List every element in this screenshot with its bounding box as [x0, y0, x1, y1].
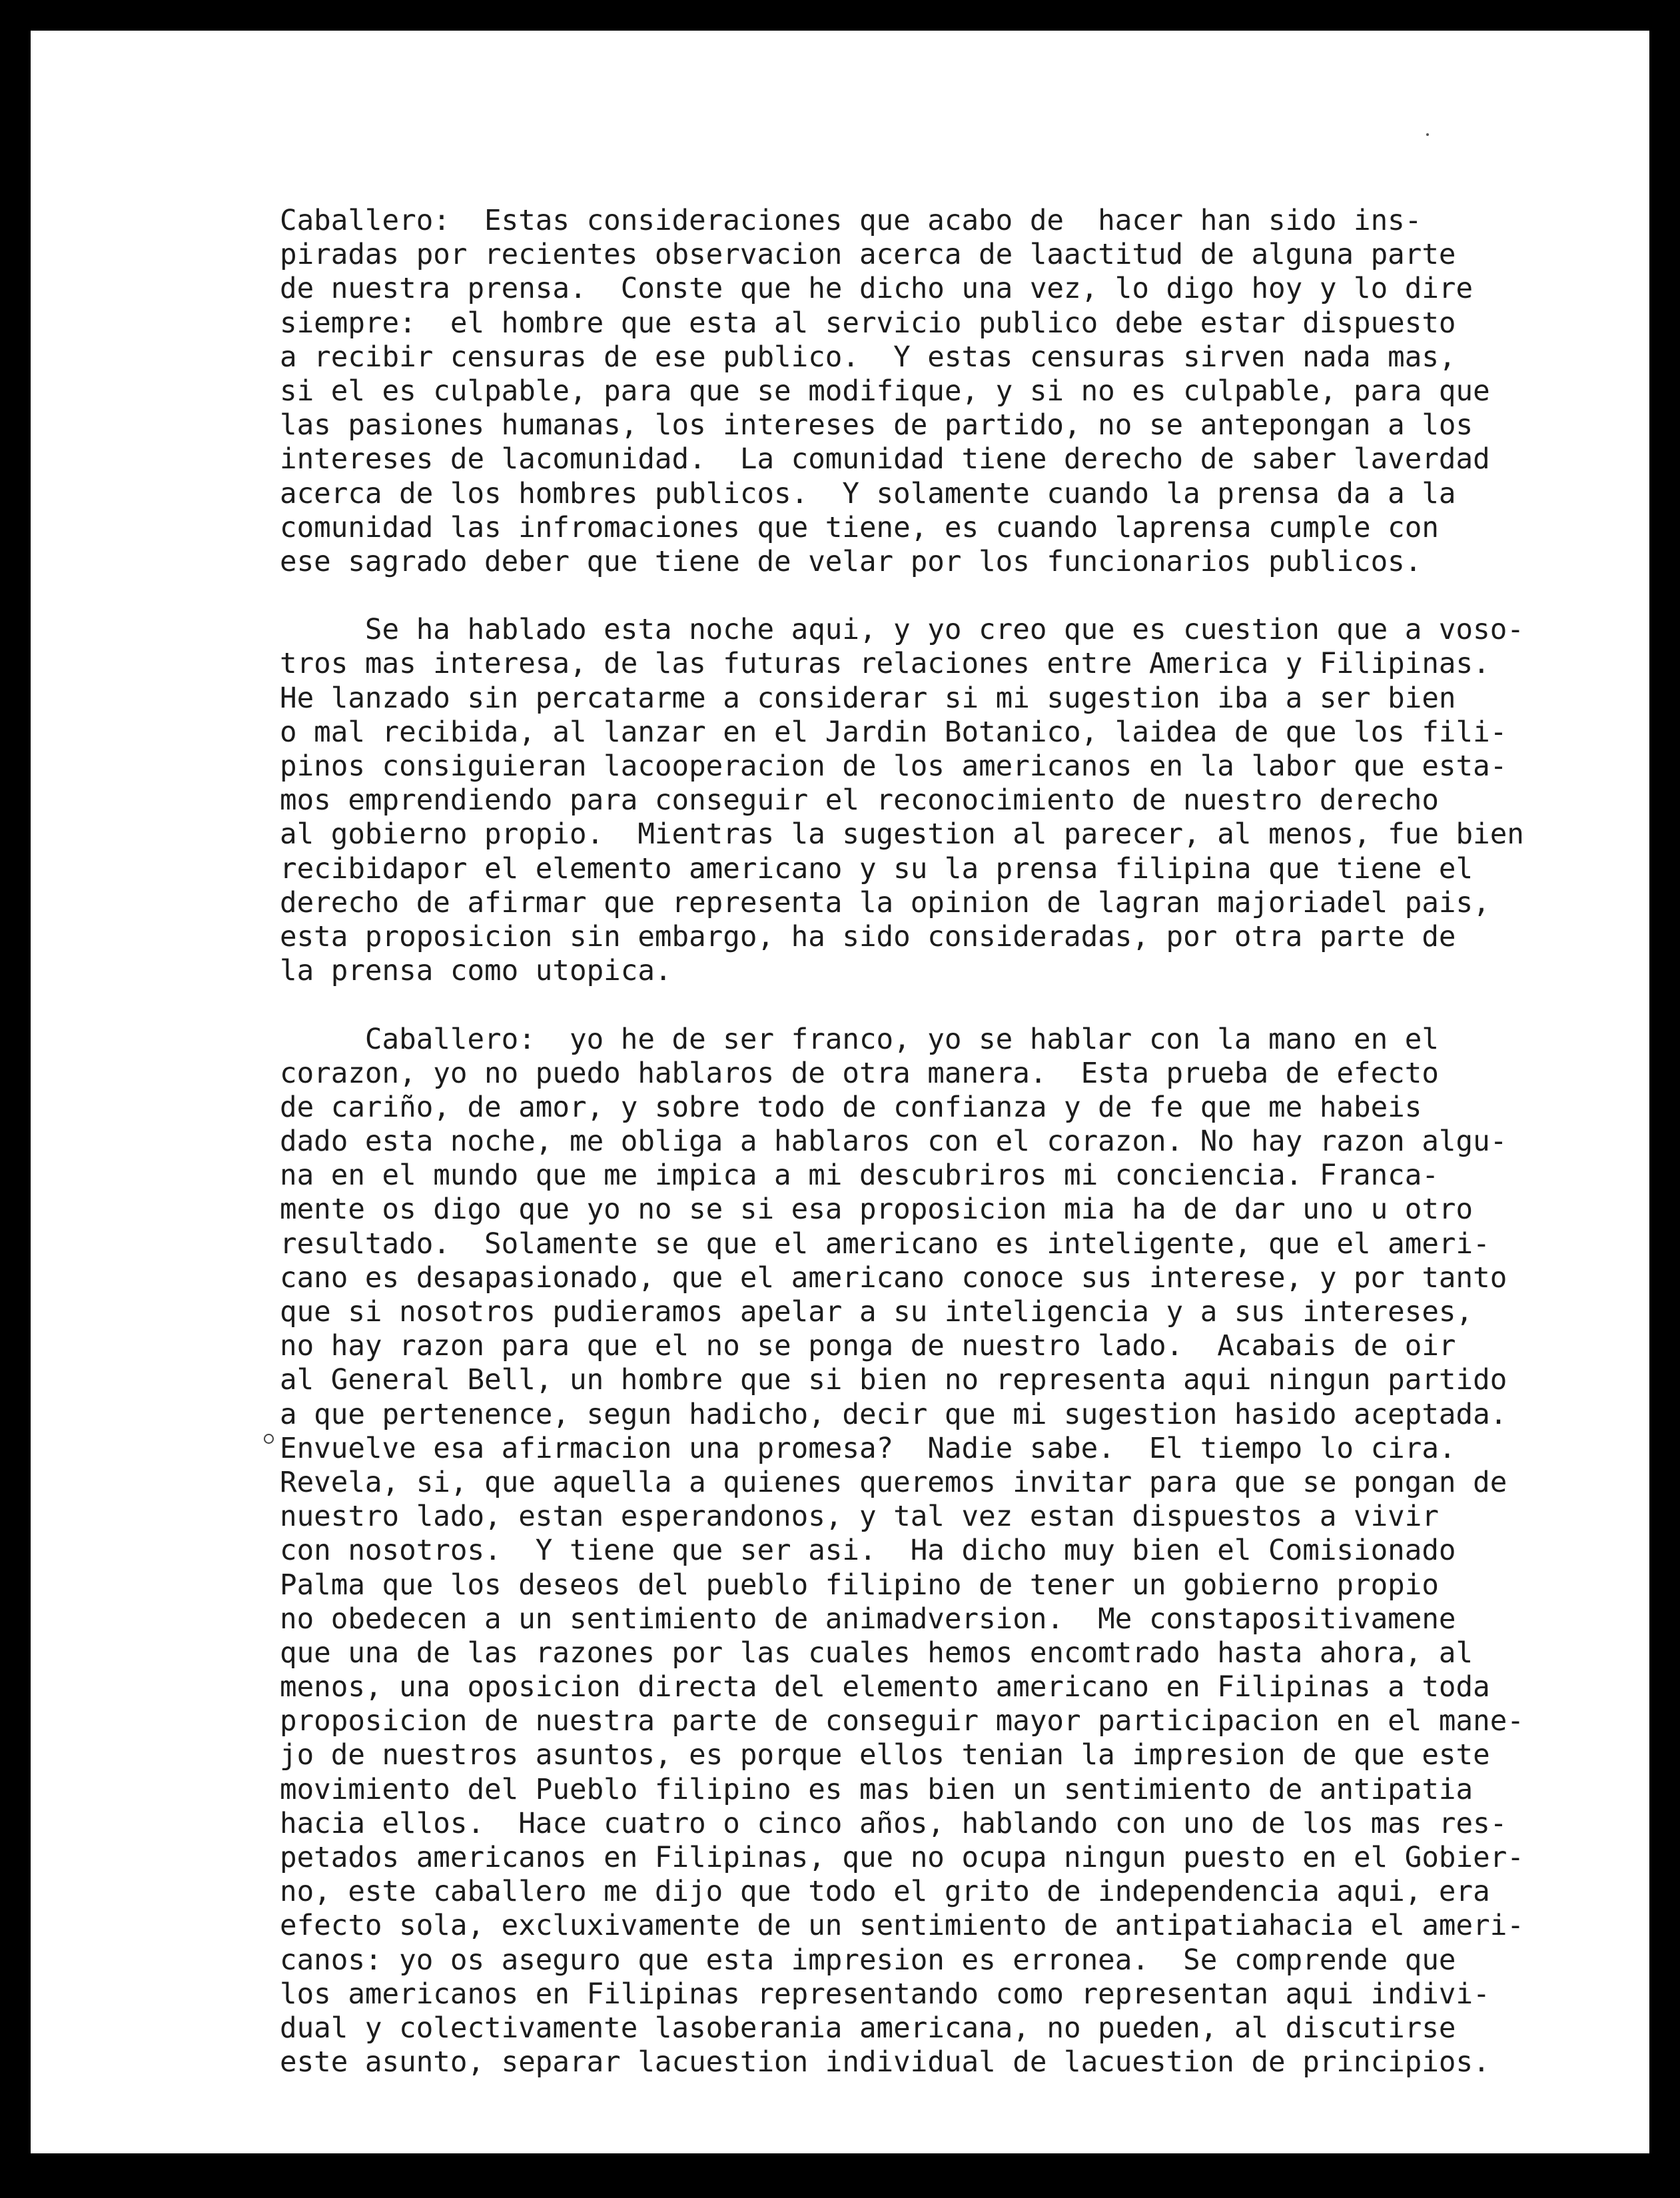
text-line: intereses de lacomunidad. La comunidad tiene derecho de saber laverdad	[280, 443, 1490, 476]
stray-ink-dot	[1426, 133, 1429, 136]
text-line: los americanos en Filipinas representando como representan aqui indivi-	[280, 1977, 1490, 2011]
paragraph	[280, 204, 1579, 579]
text-line: o mal recibida, al lanzar en el Jardin Botanico, laidea de que los fili-	[280, 716, 1507, 749]
text-line: dado esta noche, me obliga a hablaros con el corazon. No hay razon algu-	[280, 1125, 1507, 1159]
typescript-page	[31, 31, 1649, 2153]
text-line: si el es culpable, para que se modifique, y si no es culpable, para que	[280, 374, 1490, 408]
text-line: no obedecen a un sentimiento de animadversion. Me constapositivamene	[280, 1602, 1456, 1636]
text-line: jo de nuestros asuntos, es porque ellos tenian la impresion de que este	[280, 1739, 1490, 1772]
text-line: Palma que los deseos del pueblo filipino de tener un gobierno propio	[280, 1568, 1439, 1602]
text-line: este asunto, separar lacuestion individual de lacuestion de principios.	[280, 2046, 1490, 2079]
text-line: Caballero: Estas consideraciones que acabo de hacer han sido ins-	[280, 205, 1422, 237]
text-line: la prensa como utopica.	[280, 955, 672, 988]
text-line: efecto sola, excluxivamente de un sentimiento de antipatiahacia el ameri-	[280, 1910, 1524, 1943]
text-line: Revela, si, que aquella a quienes queremos invitar para que se pongan de	[280, 1466, 1507, 1499]
text-line: Envuelve esa afirmacion una promesa? Nadie sabe. El tiempo lo cira.	[280, 1432, 1456, 1465]
text-line: esta proposicion sin embargo, ha sido consideradas, por otra parte de	[280, 920, 1456, 953]
text-line: Caballero: yo he de ser franco, yo se hablar con la mano en el	[280, 1023, 1439, 1056]
text-line: que si nosotros pudieramos apelar a su inteligencia y a sus intereses,	[280, 1296, 1473, 1329]
paragraph	[280, 1023, 1579, 2080]
text-line: de nuestra prensa. Conste que he dicho una vez, lo digo hoy y lo dire	[280, 273, 1473, 306]
typescript-body	[280, 204, 1579, 2079]
text-line: nuestro lado, estan esperandonos, y tal vez estan dispuestos a vivir	[280, 1500, 1439, 1534]
text-line: tros mas interesa, de las futuras relaciones entre America y Filipinas.	[280, 648, 1490, 681]
text-line: acerca de los hombres publicos. Y solamente cuando la prensa da a la	[280, 477, 1456, 510]
text-line: con nosotros. Y tiene que ser asi. Ha dicho muy bien el Comisionado	[280, 1534, 1456, 1568]
text-line: hacia ellos. Hace cuatro o cinco años, hablando con uno de los mas res-	[280, 1807, 1507, 1840]
text-line: a que pertenence, segun hadicho, decir que mi sugestion hasido aceptada.	[280, 1398, 1507, 1431]
text-line: siempre: el hombre que esta al servicio publico debe estar dispuesto	[280, 306, 1456, 340]
text-line: resultado. Solamente se que el americano es inteligente, que el ameri-	[280, 1227, 1490, 1261]
paragraph	[280, 613, 1579, 988]
text-line: mos emprendiendo para conseguir el reconocimiento de nuestro derecho	[280, 784, 1439, 818]
text-line: derecho de afirmar que representa la opinion de lagran majoriadel pais,	[280, 886, 1490, 919]
text-line: canos: yo os aseguro que esta impresion es erronea. Se comprende que	[280, 1943, 1456, 1977]
text-line: a recibir censuras de ese publico. Y estas censuras sirven nada mas,	[280, 340, 1456, 374]
text-line: na en el mundo que me impica a mi descubriros mi conciencia. Franca-	[280, 1159, 1439, 1193]
text-line: de cariño, de amor, y sobre todo de confianza y de fe que me habeis	[280, 1091, 1422, 1124]
text-line: al General Bell, un hombre que si bien no representa aqui ningun partido	[280, 1364, 1507, 1397]
text-line: comunidad las infromaciones que tiene, es cuando laprensa cumple con	[280, 511, 1439, 544]
text-line: menos, una oposicion directa del elemento americano en Filipinas a toda	[280, 1671, 1490, 1704]
text-line: proposicion de nuestra parte de conseguir mayor participacion en el mane-	[280, 1705, 1524, 1738]
text-line: ese sagrado deber que tiene de velar por los funcionarios publicos.	[280, 545, 1422, 578]
text-line: recibidapor el elemento americano y su la prensa filipina que tiene el	[280, 852, 1473, 885]
text-line: cano es desapasionado, que el americano conoce sus interese, y por tanto	[280, 1261, 1507, 1295]
text-line: He lanzado sin percatarme a considerar si mi sugestion iba a ser bien	[280, 682, 1456, 715]
text-line: corazon, yo no puedo hablaros de otra manera. Esta prueba de efecto	[280, 1057, 1439, 1090]
text-line: dual y colectivamente lasoberania americana, no pueden, al discutirse	[280, 2011, 1456, 2045]
text-line: al gobierno propio. Mientras la sugestion al parecer, al menos, fue bien	[280, 818, 1524, 851]
text-line: las pasiones humanas, los intereses de partido, no se antepongan a los	[280, 409, 1473, 442]
text-line: no hay razon para que el no se ponga de nuestro lado. Acabais de oir	[280, 1330, 1456, 1363]
text-line: no, este caballero me dijo que todo el grito de independencia aqui, era	[280, 1876, 1490, 1909]
text-line: que una de las razones por las cuales hemos encomtrado hasta ahora, al	[280, 1636, 1473, 1670]
stray-ink-circle	[264, 1434, 274, 1444]
text-line: pinos consiguieran lacooperacion de los americanos en la labor que esta-	[280, 750, 1507, 783]
text-line: piradas por recientes observacion acerca de laactitud de alguna parte	[280, 239, 1456, 272]
text-line: petados americanos en Filipinas, que no ocupa ningun puesto en el Gobier-	[280, 1842, 1524, 1874]
text-line: mente os digo que yo no se si esa proposicion mia ha de dar uno u otro	[280, 1193, 1473, 1227]
text-line: movimiento del Pueblo filipino es mas bien un sentimiento de antipatia	[280, 1773, 1473, 1806]
text-line: Se ha hablado esta noche aqui, y yo creo que es cuestion que a voso-	[280, 614, 1524, 647]
